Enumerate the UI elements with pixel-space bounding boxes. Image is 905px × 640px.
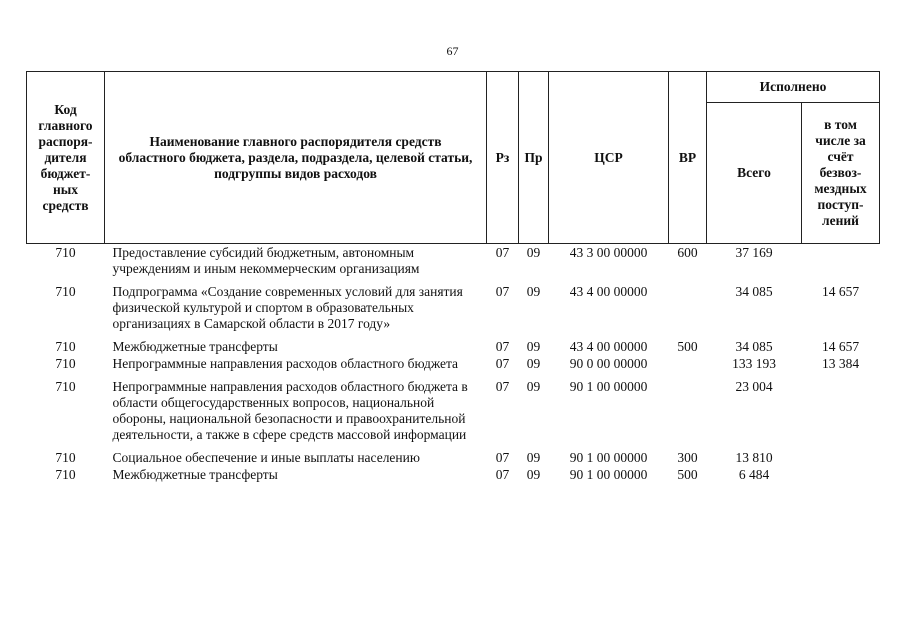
cell-code: 710 bbox=[55, 379, 76, 394]
table-row bbox=[27, 244, 880, 284]
header-executed: Исполнено bbox=[707, 72, 880, 103]
cell-vr: 500 bbox=[677, 339, 698, 354]
cell-pr: 09 bbox=[526, 356, 541, 371]
table-row bbox=[27, 283, 880, 338]
cell-code: 710 bbox=[55, 356, 76, 371]
cell-name: Подпрограмма «Создание современных условий для занятия физической культурой и спортом в образовательных организациях в Самарской области в 2017 году» bbox=[112, 284, 463, 331]
table-header bbox=[27, 72, 880, 244]
cell-free bbox=[802, 244, 880, 284]
page-number: 67 bbox=[446, 44, 459, 58]
header-vr: ВР bbox=[669, 72, 707, 244]
cell-csr: 43 4 00 00000 bbox=[569, 339, 648, 354]
cell-csr: 90 1 00 00000 bbox=[569, 379, 648, 394]
cell-pr: 09 bbox=[526, 467, 541, 482]
header-pr: Пр bbox=[519, 72, 549, 244]
cell-code: 710 bbox=[55, 467, 76, 482]
cell-csr: 90 1 00 00000 bbox=[569, 450, 648, 465]
cell-pr: 09 bbox=[526, 379, 541, 394]
cell-name: Непрограммные направления расходов областного бюджета в области общегосударственных вопросов, национальной обороны, национальной безопасности и правоохранительной деятельности, а также в сфере средств массовой информации bbox=[112, 379, 468, 442]
cell-code: 710 bbox=[55, 450, 76, 465]
cell-total: 37 169 bbox=[735, 245, 773, 260]
cell-rz: 07 bbox=[495, 339, 510, 354]
table-row bbox=[27, 466, 880, 483]
cell-vr bbox=[669, 378, 707, 449]
cell-csr: 90 0 00 00000 bbox=[569, 356, 648, 371]
cell-vr: 300 bbox=[677, 450, 698, 465]
cell-code: 710 bbox=[55, 284, 76, 299]
cell-csr: 43 4 00 00000 bbox=[569, 284, 648, 299]
cell-total: 13 810 bbox=[735, 450, 773, 465]
table-row bbox=[27, 449, 880, 466]
cell-total: 34 085 bbox=[735, 284, 773, 299]
table-body bbox=[27, 244, 880, 484]
cell-name: Предоставление субсидий бюджетным, автономным учреждениям и иным некоммерческим организациям bbox=[112, 245, 420, 276]
cell-name: Межбюджетные трансферты bbox=[112, 339, 278, 354]
cell-free bbox=[802, 378, 880, 449]
header-csr: ЦСР bbox=[549, 72, 669, 244]
cell-total: 23 004 bbox=[735, 379, 773, 394]
cell-pr: 09 bbox=[526, 245, 541, 260]
cell-total: 6 484 bbox=[738, 467, 770, 482]
cell-rz: 07 bbox=[495, 379, 510, 394]
cell-vr bbox=[669, 355, 707, 378]
cell-csr: 90 1 00 00000 bbox=[569, 467, 648, 482]
table-row bbox=[27, 355, 880, 378]
cell-total: 133 193 bbox=[732, 356, 776, 371]
cell-vr bbox=[669, 283, 707, 338]
header-total: Всего bbox=[707, 103, 802, 244]
cell-free: 13 384 bbox=[821, 356, 860, 371]
cell-rz: 07 bbox=[495, 356, 510, 371]
cell-name: Межбюджетные трансферты bbox=[112, 467, 278, 482]
cell-pr: 09 bbox=[526, 284, 541, 299]
cell-rz: 07 bbox=[495, 450, 510, 465]
cell-code: 710 bbox=[55, 339, 76, 354]
cell-name: Социальное обеспечение и иные выплаты населению bbox=[112, 450, 420, 465]
cell-vr: 600 bbox=[677, 245, 698, 260]
cell-rz: 07 bbox=[495, 284, 510, 299]
cell-vr: 500 bbox=[677, 467, 698, 482]
header-free: в том числе за счёт безвоз-мездных поступ-лений bbox=[802, 103, 880, 244]
table-row bbox=[27, 378, 880, 449]
cell-rz: 07 bbox=[495, 467, 510, 482]
cell-csr: 43 3 00 00000 bbox=[569, 245, 648, 260]
cell-pr: 09 bbox=[526, 450, 541, 465]
budget-table bbox=[26, 71, 880, 483]
cell-pr: 09 bbox=[526, 339, 541, 354]
cell-free bbox=[802, 449, 880, 466]
cell-free: 14 657 bbox=[821, 284, 860, 299]
header-name: Наименование главного распорядителя средств областного бюджета, раздела, подраздела, целевой статьи, подгруппы видов расходов bbox=[105, 72, 487, 244]
table-row bbox=[27, 338, 880, 355]
header-rz: Рз bbox=[487, 72, 519, 244]
header-code: Код главного распоря-дителя бюджет-ных средств bbox=[27, 72, 105, 244]
cell-free bbox=[802, 466, 880, 483]
cell-free: 14 657 bbox=[821, 339, 860, 354]
cell-rz: 07 bbox=[495, 245, 510, 260]
cell-name: Непрограммные направления расходов областного бюджета bbox=[112, 356, 459, 371]
cell-total: 34 085 bbox=[735, 339, 773, 354]
cell-code: 710 bbox=[55, 245, 76, 260]
